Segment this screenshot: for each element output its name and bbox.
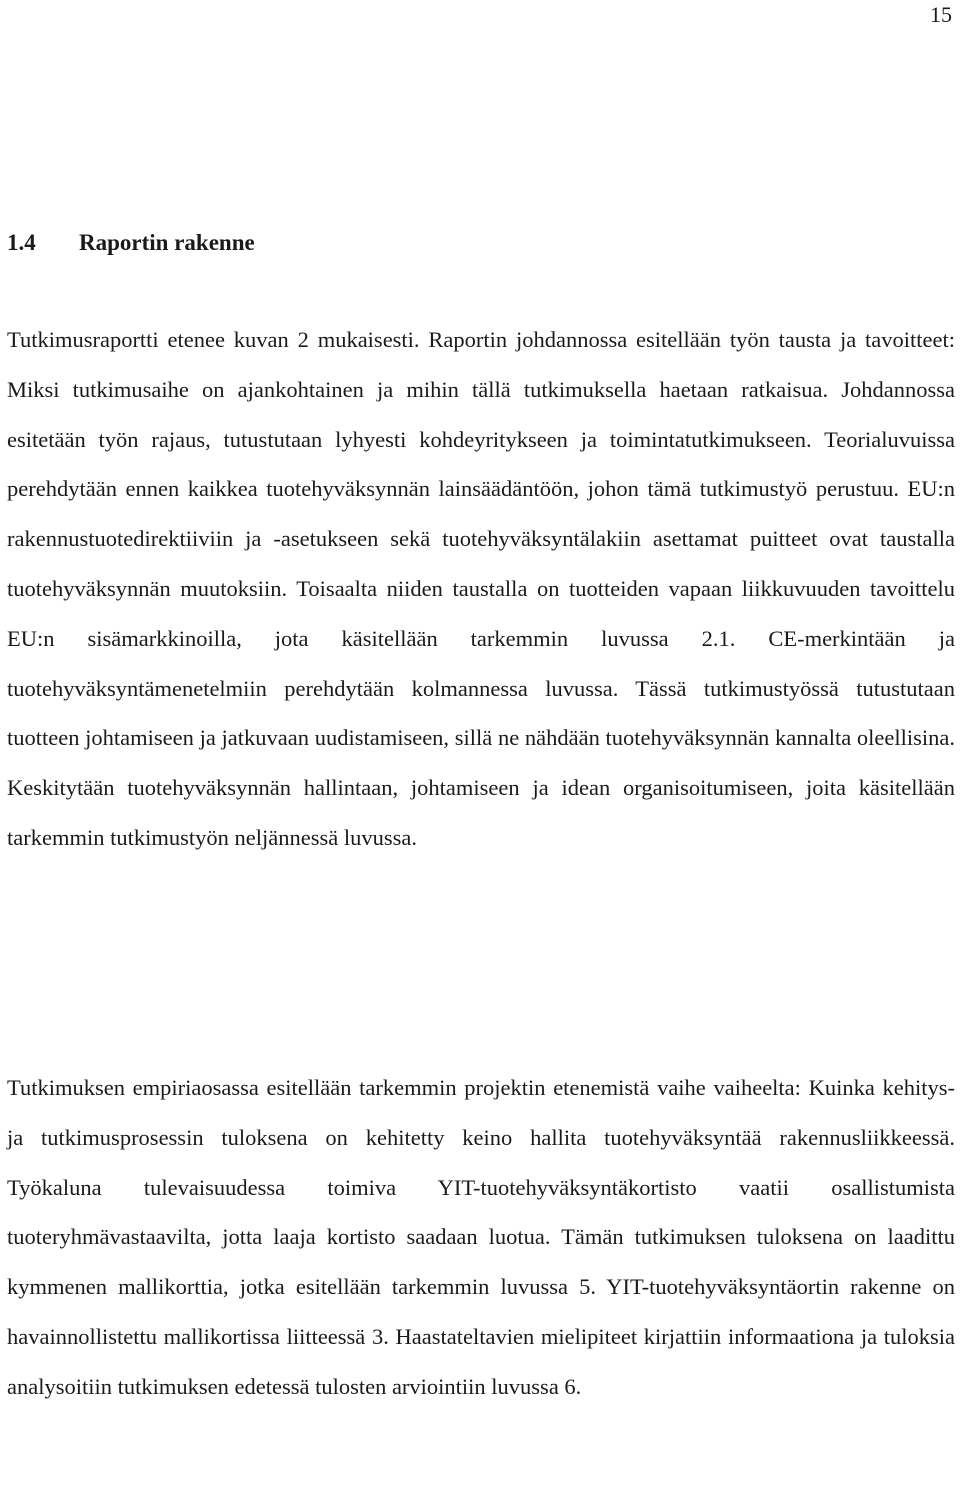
section-title: Raportin rakenne bbox=[79, 230, 255, 255]
page-number: 15 bbox=[930, 2, 952, 27]
body-paragraph-1: Tutkimusraportti etenee kuvan 2 mukaisesti. Raportin johdannossa esitellään työn tausta ja tavoitteet: Miksi tutkimusaihe on ajankohtainen ja mihin tällä tutkimuksella haetaan ratkaisua. Johdannossa esitetään työn rajaus, tutustutaan lyhyesti kohdeyritykseen ja toimintatutkimukseen. Teorialuvuissa perehdytään ennen kaikkea tuotehyväksynnän lainsäädäntöön, johon tämä tutkimustyö perustuu. EU:n rakennustuotedirektiiviin ja -asetukseen sekä tuotehyväksyntälakiin asettamat puitteet ovat taustalla tuotehyväksynnän muutoksiin. Toisaalta niiden taustalla on tuotteiden vapaan liikkuvuuden tavoittelu EU:n sisämarkkinoilla, jota käsitellään tarkemmin luvussa 2.1. CE-merkintään ja tuotehyväksyntämenetelmiin perehdytään kolmannessa luvussa. Tässä tutkimustyössä tutustutaan tuotteen johtamiseen ja jatkuvaan uudistamiseen, sillä ne nähdään tuotehyväksynnän kannalta oleellisina. Keskitytään tuotehyväksynnän hallintaan, johtamiseen ja idean organisoitumiseen, joita käsitellään tarkemmin tutkimustyön neljännessä luvussa. bbox=[7, 327, 955, 850]
section-heading bbox=[7, 228, 255, 258]
section-number: 1.4 bbox=[7, 230, 36, 255]
body-paragraph-2: Tutkimuksen empiriaosassa esitellään tarkemmin projektin etenemistä vaihe vaiheelta: Kuinka kehitys- ja tutkimusprosessin tuloksena on kehitetty keino hallita tuotehyväksyntää rakennusliikkeessä. Työkaluna tulevaisuudessa toimiva YIT-tuotehyväksyntäkortisto vaatii osallistumista tuoteryhmävastaavilta, jotta laaja kortisto saadaan luotua. Tämän tutkimuksen tuloksena on laadittu kymmenen mallikorttia, jotka esitellään tarkemmin luvussa 5. YIT-tuotehyväksyntäortin rakenne on havainnollistettu mallikortissa liitteessä 3. Haastateltavien mielipiteet kirjattiin informaationa ja tuloksia analysoitiin tutkimuksen edetessä tulosten arviointiin luvussa 6. bbox=[7, 1075, 955, 1399]
